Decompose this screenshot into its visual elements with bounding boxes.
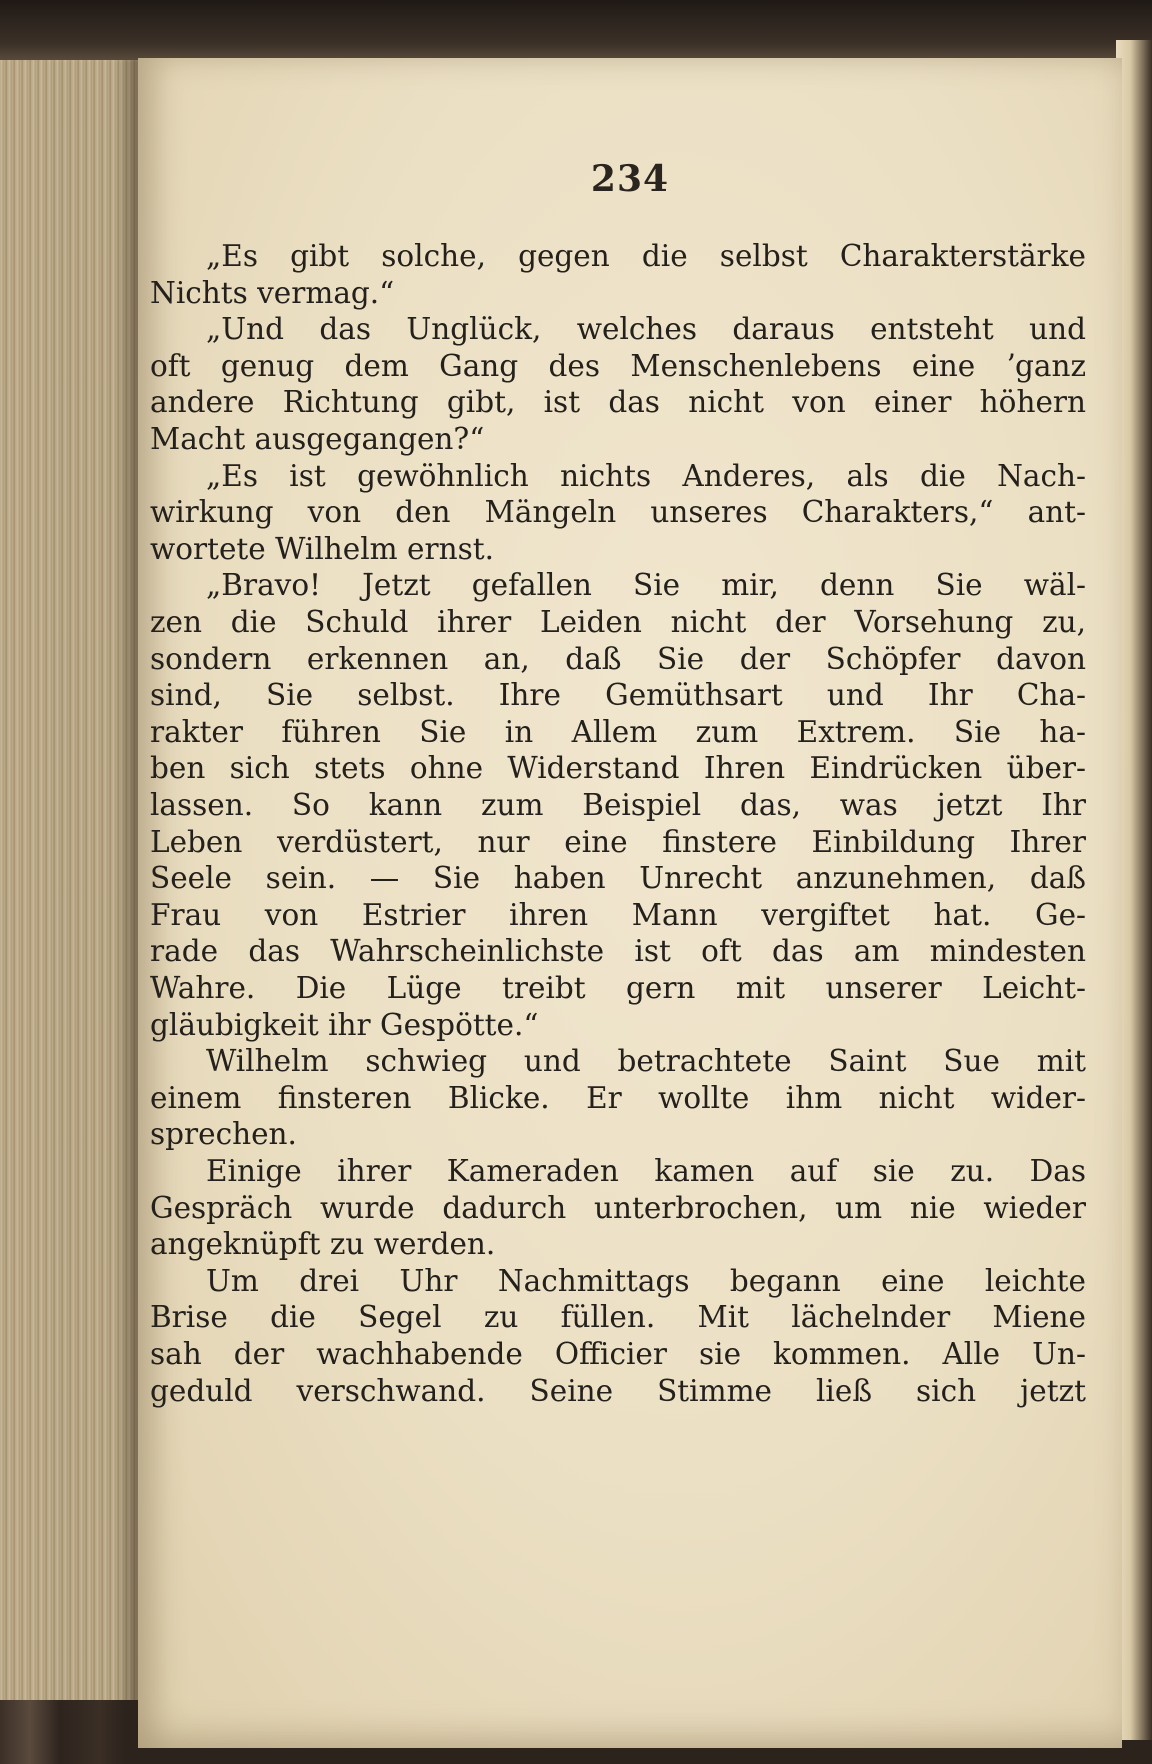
text-line: zen die Schuld ihrer Leiden nicht der Vorsehung zu, <box>150 605 1086 639</box>
text-line: Seele sein. — Sie haben Unrecht anzunehmen, daß <box>150 861 1086 896</box>
stacked-page-edges <box>0 60 140 1700</box>
text-line: Wilhelm schwieg und betrachtete Saint Sue mit <box>206 1044 1086 1079</box>
text-line: ben sich stets ohne Widerstand Ihren Eindrücken über- <box>150 751 1086 786</box>
text-line: Um drei Uhr Nachmittags begann eine leichte <box>206 1263 1086 1298</box>
text-line: sprechen. <box>150 1117 297 1152</box>
text-line: andere Richtung gibt, ist das nicht von einer höhern <box>150 385 1086 420</box>
text-line: Leben verdüstert, nur eine finstere Einbildung Ihrer <box>150 824 1086 859</box>
text-line: sind, Sie selbst. Ihre Gemüthsart und Ihr Cha- <box>150 678 1086 713</box>
text-line: gläubigkeit ihr Gespötte.“ <box>150 1007 539 1042</box>
text-line: lassen. So kann zum Beispiel das, was jetzt Ihr <box>150 788 1086 822</box>
text-line: oft genug dem Gang des Menschenlebens eine ʼganz <box>150 348 1086 383</box>
text-line: sondern erkennen an, daß Sie der Schöpfer davon <box>150 641 1086 676</box>
text-line: rade das Wahrscheinlichste ist oft das am mindesten <box>150 934 1086 969</box>
text-line: Frau von Estrier ihren Mann vergiftet hat. Ge- <box>150 897 1086 932</box>
text-line: geduld verschwand. Seine Stimme ließ sich jetzt <box>150 1373 1086 1408</box>
text-line: „Bravo! Jetzt gefallen Sie mir, denn Sie wäl- <box>206 568 1086 603</box>
text-line: sah der wachhabende Officier sie kommen. Alle Un- <box>150 1337 1086 1371</box>
text-line: Wahre. Die Lüge treibt gern mit unserer Leicht- <box>150 971 1086 1005</box>
text-line: angeknüpft zu werden. <box>150 1227 496 1262</box>
text-line: Gespräch wurde dadurch unterbrochen, um nie wieder <box>150 1190 1086 1225</box>
binding-strip <box>0 0 1152 62</box>
page-number: 234 <box>590 158 670 200</box>
text-line: rakter führen Sie in Allem zum Extrem. Sie ha- <box>150 714 1086 749</box>
text-line: „Es ist gewöhnlich nichts Anderes, als die Nach- <box>206 458 1086 493</box>
text-line: Nichts vermag.“ <box>150 275 395 310</box>
text-line: „Und das Unglück, welches daraus entsteht und <box>206 312 1086 347</box>
text-line: Einige ihrer Kameraden kamen auf sie zu. Das <box>206 1154 1086 1188</box>
text-line: wortete Wilhelm ernst. <box>150 531 494 566</box>
text-line: Brise die Segel zu füllen. Mit lächelnder Miene <box>150 1300 1086 1335</box>
text-line: einem finsteren Blicke. Er wollte ihm nicht wider- <box>150 1080 1086 1115</box>
text-line: Macht ausgegangen?“ <box>150 422 485 456</box>
text-line: „Es gibt solche, gegen die selbst Charakterstärke <box>206 239 1086 273</box>
text-line: wirkung von den Mängeln unseres Charakters,“ ant- <box>150 495 1086 530</box>
